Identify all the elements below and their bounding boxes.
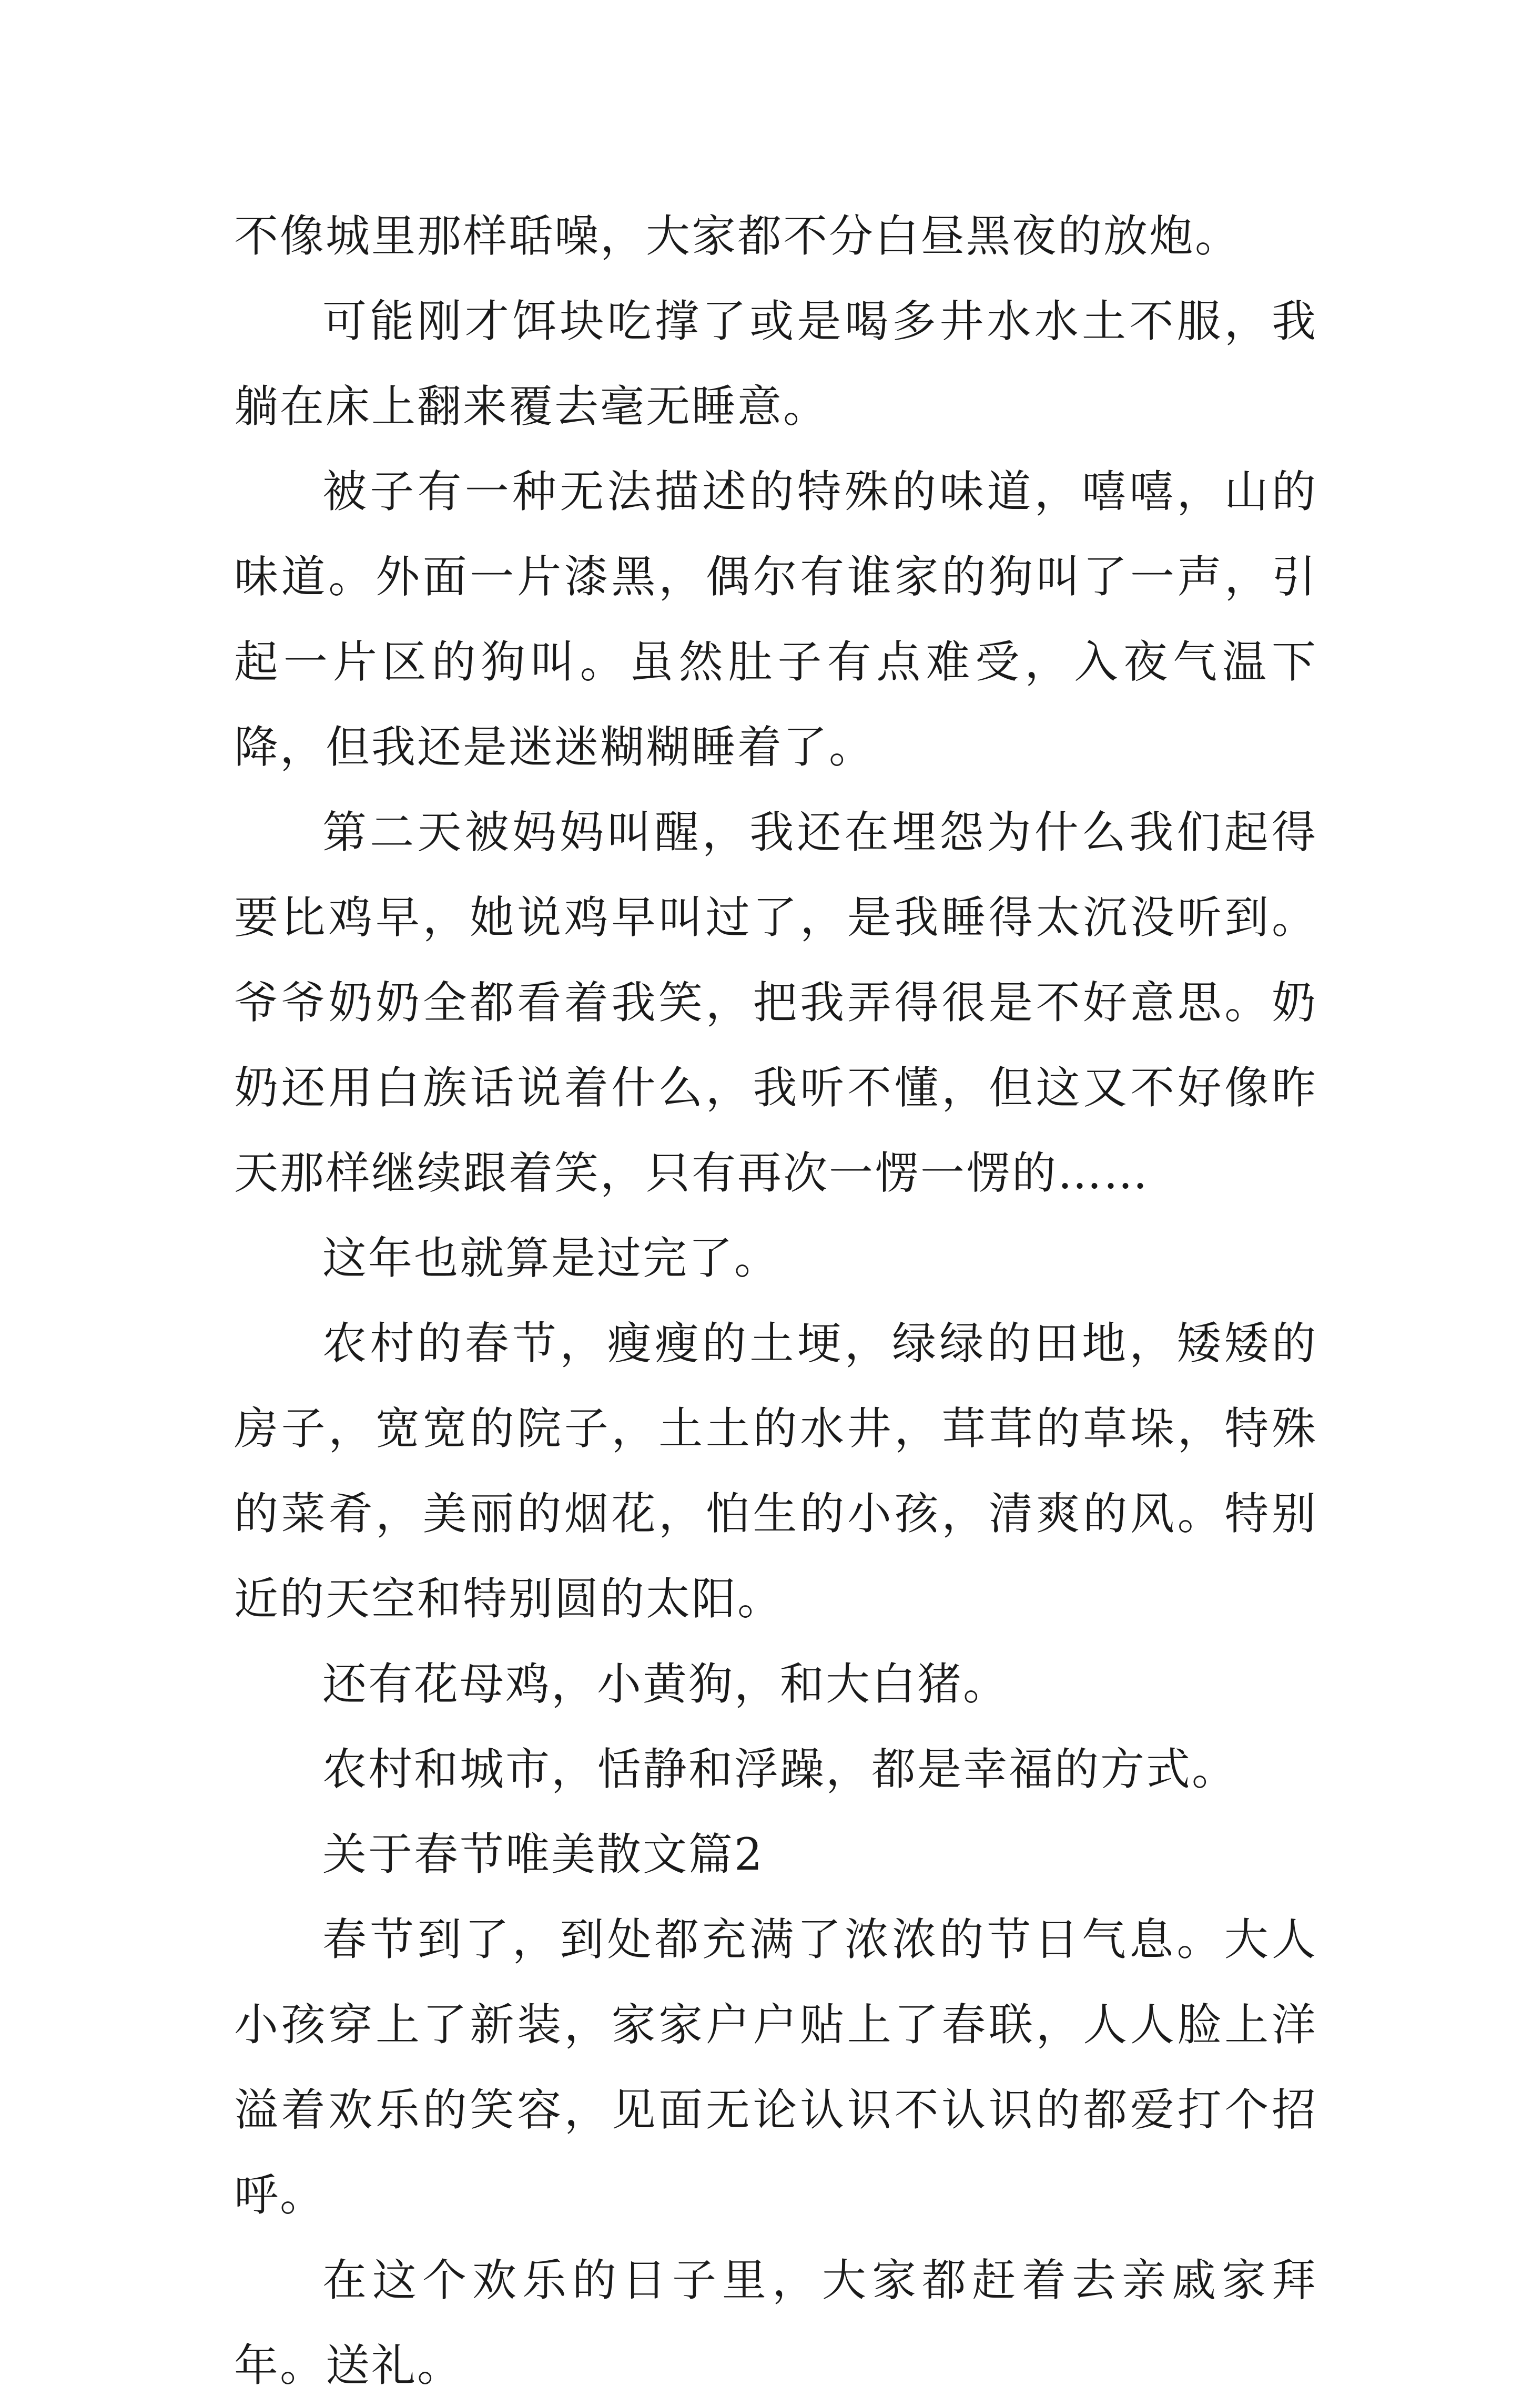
paragraph-4: 第二天被妈妈叫醒，我还在埋怨为什么我们起得要比鸡早，她说鸡早叫过了，是我睡得太沉没听到。爷爷奶奶全都看着我笑，把我弄得很是不好意思。奶奶还用白族话说着什么，我听不懂，但这又不好像昨天那样继续跟着笑，只有再次一愣一愣的……	[234, 807, 1317, 1199]
paragraph-10: 在这个欢乐的日子里，大家都赶着去亲戚家拜年。送礼。	[234, 2254, 1317, 2391]
paragraph-3: 被子有一种无法描述的特殊的味道，嘻嘻，山的味道。外面一片漆黑，偶尔有谁家的狗叫了一声，引起一片区的狗叫。虽然肚子有点难受，入夜气温下降，但我还是迷迷糊糊睡着了。	[234, 466, 1317, 773]
paragraph-8: 农村和城市，恬静和浮躁，都是幸福的方式。	[322, 1743, 1238, 1795]
paragraph-5: 这年也就算是过完了。	[322, 1232, 780, 1284]
paragraph-6: 农村的春节，瘦瘦的土埂，绿绿的田地，矮矮的房子，宽宽的院子，土土的水井，茸茸的草垛，特殊的菜肴，美丽的烟花，怕生的小孩，清爽的风。特别近的天空和特别圆的太阳。	[234, 1318, 1317, 1625]
paragraph-2: 可能刚才饵块吃撑了或是喝多井水水土不服，我躺在床上翻来覆去毫无睡意。	[234, 295, 1317, 432]
document-body	[234, 193, 1317, 2408]
section-heading: 关于春节唯美散文篇2	[322, 1829, 764, 1880]
paragraph-9: 春节到了，到处都充满了浓浓的节日气息。大人小孩穿上了新装，家家户户贴上了春联，人人脸上洋溢着欢乐的笑容，见面无论认识不认识的都爱打个招呼。	[234, 1914, 1317, 2221]
paragraph-7: 还有花母鸡，小黄狗，和大白猪。	[322, 1658, 1009, 1710]
paragraph-1: 不像城里那样聒噪，大家都不分白昼黑夜的放炮。	[234, 210, 1241, 262]
